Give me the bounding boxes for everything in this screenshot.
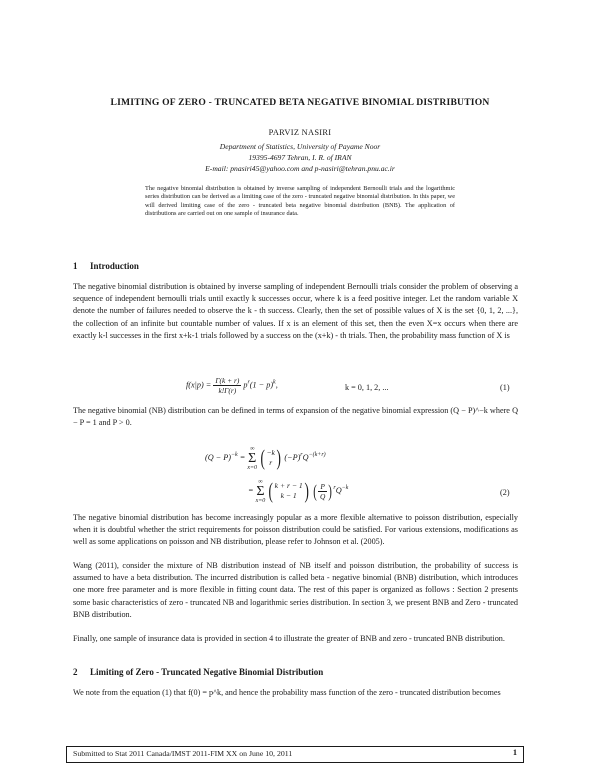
intro-paragraph-1: The negative binomial distribution is obtained by inverse sampling of independent Bernoulli trials consider the problem of observing a sequence of independent bernoulli trials until exactly k successes occur, where k is a feed positive integer. Let the random variable X denote the number of failures needed to observe the k - th success. Clearly, then the set of possible values of X is the set {0, 1, 2, ...}, the collection of an infinite but countable number of values. If x is an element of this set, then the even X=x occurs when there are exactly k-l successes in the first x+k-1 trials followed by a success on the (x+k) - th trials. Then, the probability mass function of X is [73, 282, 518, 340]
author-affiliation: Department of Statistics, University of Payame Noor [219, 142, 381, 151]
intro-paragraph-5: Finally, one sample of insurance data is provided in section 4 to illustrate the greater of BNB and zero - truncated BNB distribution. [73, 634, 505, 643]
binomial-2: k + r − 1 k − 1 [274, 481, 303, 500]
section-2-paragraph-1: We note from the equation (1) that f(0) = p^k, and hence the probability mass function of the zero - truncated distribution becomes [73, 688, 501, 697]
section-2-title: Limiting of Zero - Truncated Negative Binomial Distribution [90, 667, 324, 677]
equation-1-range: k = 0, 1, 2, ... [345, 383, 389, 392]
intro-paragraph-4: Wang (2011), consider the mixture of NB distribution instead of NB itself and poisson distribution, the probability of success is assumed to have a beta distribution. The incurred distribution is called beta - negative binomial (BNB) distribution, which introduces one more free parameter and is more flexible in fitting count data. The rest of this paper is organized as follows : Section 2 presents some basic characteristics of zero - truncated NB and logarithmic series distribution. In section 3, we present BNB and Zero - truncated BNB distribution. [73, 561, 518, 619]
paper-title: LIMITING OF ZERO - TRUNCATED BETA NEGATIVE BINOMIAL DISTRIBUTION [110, 97, 490, 108]
section-2-number: 2 [73, 667, 78, 677]
sum-symbol-2: ∞ Σ x=0 [255, 478, 266, 504]
intro-paragraph-2: The negative binomial (NB) distribution can be defined in terms of expansion of the negative binomial expression (Q − P)^−k where Q − P = 1 and P > 0. [73, 406, 518, 428]
equation-1-number: (1) [500, 383, 510, 392]
section-1-heading [73, 261, 139, 271]
equation-2-number: (2) [500, 488, 510, 497]
page-number: 1 [512, 748, 517, 757]
section-2-heading [73, 667, 323, 677]
sum-symbol-1: ∞ Σ x=0 [247, 445, 258, 471]
eq1-fraction: $\frac{\Gamma(k + r)}{k!\Gamma(r)}$ [215, 376, 240, 395]
equation-1: f(x|p) = $\frac{\Gamma(k + r)}{k!\Gamma(r)}$ $p^r(1 - p)^k$, [186, 376, 278, 395]
footer-text: Submitted to Stat 2011 Canada/IMST 2011-FIM XX on June 10, 2011 [73, 749, 293, 758]
intro-paragraph-3: The negative binomial distribution has become increasingly popular as a more flexible alternative to poisson distribution, especially when it is doubtful whether the strict requirements for poisson distribution could be satisfied. For various extensions, modifications as well as some applications on poisson and NB distribution, please refer to Johnson et al. (2005). [73, 513, 518, 547]
equation-2-line-1: $(Q - P)^{-k}$ = ∞ Σ x=0 (−k r ) $(-P)^rQ^{-(k+r)}$ [205, 445, 326, 471]
eq2-fraction: $\frac{P}{Q}$ [320, 481, 326, 501]
equation-2-line-2: = ∞ Σ x=0 (k + r − 1 k − 1 ) ( $\frac{P}{Q}$ )$^rQ^{-k}$ [248, 478, 349, 504]
author-name: PARVIZ NASIRI [268, 128, 332, 137]
abstract: The negative binomial distribution is obtained by inverse sampling of independent Bernoulli trials and the logarithmic series distribution can be derived as a limiting case of the zero - truncated negative binomial distribution. In this paper, we will derived limiting case of the zero - truncated beta negative binomial distribution (BNB). The application of distributions are carried out on one sample of insurance data. [145, 185, 455, 218]
binomial-1: −k r [266, 448, 275, 467]
section-1-title: Introduction [90, 261, 139, 271]
footer [66, 746, 524, 763]
author-address: 19395-4697 Tehran, I. R. of IRAN [248, 153, 352, 162]
author-email: E-mail: pnasiri45@yahoo.com and p-nasiri@tehran.pnu.ac.ir [205, 164, 395, 173]
section-1-number: 1 [73, 261, 78, 271]
